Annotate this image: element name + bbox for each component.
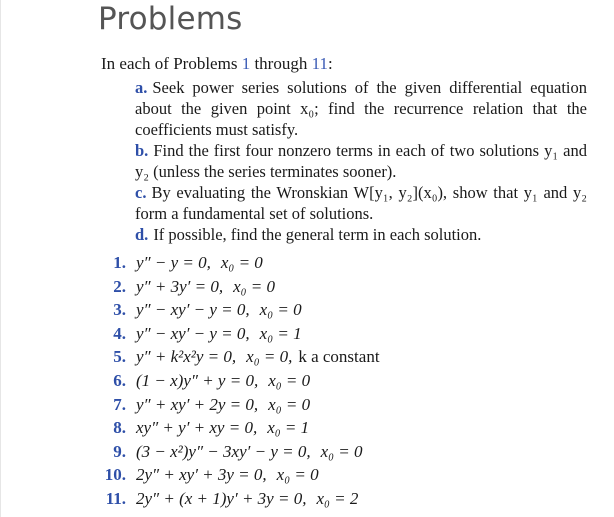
problem-condition: x₀ = 0, <box>246 347 293 367</box>
problem-equation: y″ + 3y′ = 0, <box>136 276 224 296</box>
problem-condition: x₀ = 0 <box>268 394 311 414</box>
part-c <box>135 182 587 224</box>
problem-link-first[interactable]: 1 <box>241 54 251 73</box>
problem-number: 6. <box>113 370 126 390</box>
intro-middle: through <box>250 54 312 73</box>
problem-condition: x₀ = 0 <box>233 276 276 296</box>
instruction-parts <box>135 77 587 245</box>
problem-condition: x₀ = 1 <box>267 418 310 438</box>
problem-condition: x₀ = 2 <box>316 488 359 508</box>
problem-condition: x₀ = 0 <box>220 253 263 272</box>
problem-condition: x₀ = 0 <box>259 300 302 320</box>
problem-equation: (1 − x)y″ + y = 0, <box>136 370 259 390</box>
problem-number: 10. <box>104 465 126 485</box>
part-letter: a. <box>135 78 148 97</box>
problem-number: 7. <box>113 394 126 414</box>
problem-note: k a constant <box>298 347 380 367</box>
problem-equation: y″ + k²x²y = 0, <box>136 347 237 367</box>
problem-item <box>100 416 380 440</box>
page-edge-rule <box>0 0 1 517</box>
intro-prefix: In each of Problems <box>101 54 242 73</box>
problem-equation: (3 − x²)y″ − 3xy′ − y = 0, <box>136 441 311 461</box>
problem-equation: y″ + xy′ + 2y = 0, <box>136 394 259 414</box>
problem-item <box>100 440 380 464</box>
problem-item <box>100 463 380 487</box>
problem-number: 5. <box>113 347 126 367</box>
problem-item <box>100 251 380 275</box>
problem-item <box>100 345 380 369</box>
page-title: Problems <box>98 1 243 37</box>
problem-number: 3. <box>113 300 126 320</box>
problem-condition: x₀ = 0 <box>268 370 311 390</box>
problem-number: 4. <box>113 323 126 343</box>
problem-condition: x₀ = 0 <box>276 465 319 485</box>
problem-equation: 2y″ + (x + 1)y′ + 3y = 0, <box>136 488 307 508</box>
problem-equation: y″ − xy′ − y = 0, <box>136 323 250 343</box>
problem-item <box>100 393 380 417</box>
intro-suffix: : <box>327 54 333 73</box>
problem-item <box>100 322 380 346</box>
part-letter: d. <box>135 225 149 244</box>
problem-number: 11. <box>105 488 126 508</box>
part-letter: c. <box>135 183 147 202</box>
part-text: Find the first four nonzero terms in each of two solutions y₁ and y₂ (unless the series terminates sooner). <box>135 141 587 181</box>
part-b <box>135 140 587 182</box>
problem-item <box>100 369 380 393</box>
part-text: Seek power series solutions of the given differential equation about the given point x₀; find the recurrence relation that the coefficients must satisfy. <box>135 78 587 139</box>
problem-number: 1. <box>113 253 126 272</box>
problem-condition: x₀ = 0 <box>320 441 363 461</box>
problem-equation: 2y″ + xy′ + 3y = 0, <box>136 465 267 485</box>
problem-number: 8. <box>113 418 126 438</box>
problem-item <box>100 275 380 299</box>
problem-condition: x₀ = 1 <box>259 323 302 343</box>
part-text: If possible, find the general term in each solution. <box>153 225 482 244</box>
problem-item <box>100 487 380 511</box>
part-a <box>135 77 587 140</box>
problem-equation: xy″ + y′ + xy = 0, <box>136 418 258 438</box>
problem-equation: y″ − y = 0, <box>136 253 211 272</box>
problem-number: 2. <box>113 276 126 296</box>
part-d <box>135 224 587 245</box>
part-text: By evaluating the Wronskian W[y₁, y₂](x₀), show that y₁ and y₂ form a fundamental set of solutions. <box>135 183 587 223</box>
part-letter: b. <box>135 141 149 160</box>
problem-link-last[interactable]: 11 <box>311 54 328 73</box>
problem-list <box>100 251 380 511</box>
problems-intro <box>101 53 333 74</box>
problem-number: 9. <box>113 441 126 461</box>
problem-item <box>100 298 380 322</box>
problem-equation: y″ − xy′ − y = 0, <box>136 300 250 320</box>
